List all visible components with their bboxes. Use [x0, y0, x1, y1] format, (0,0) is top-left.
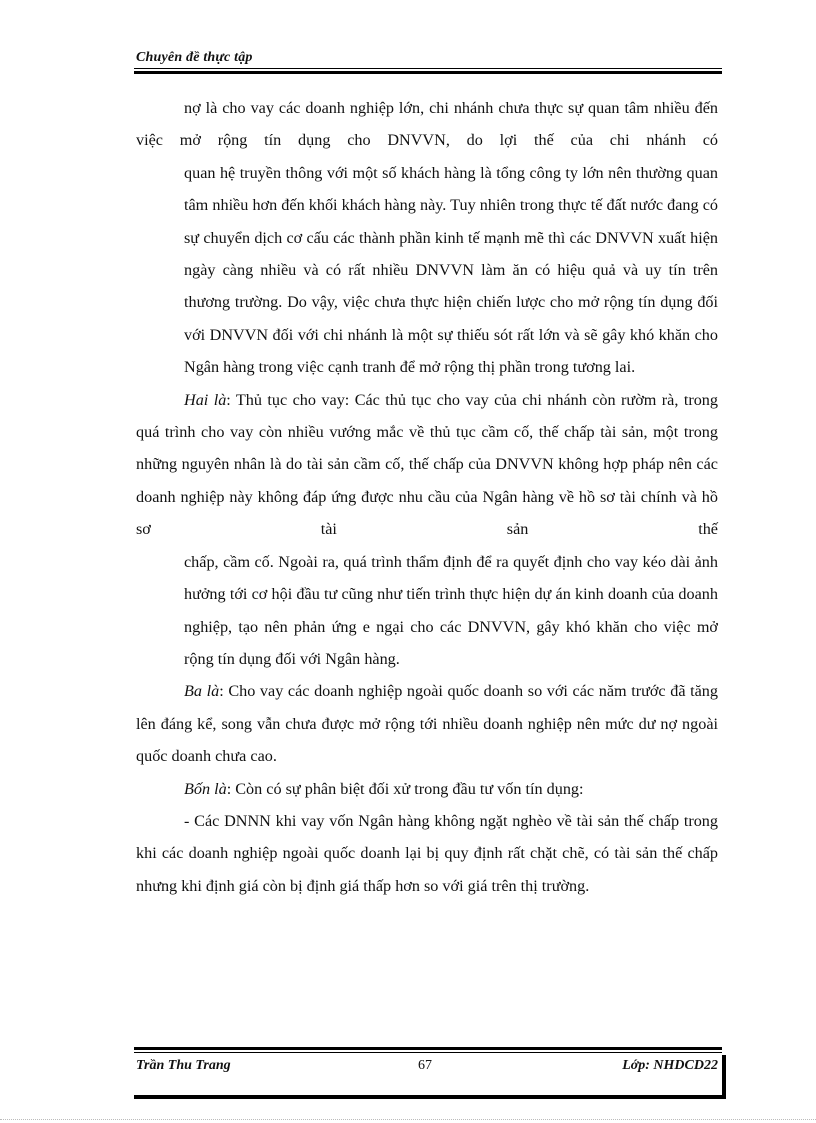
body-text	[136, 92, 718, 902]
page-shadow-bottom	[134, 1095, 726, 1099]
page-bottom-dotted-line	[0, 1119, 816, 1120]
paragraph-4	[136, 773, 718, 805]
paragraph-3	[136, 675, 718, 772]
paragraph-2b: chấp, cầm cố. Ngoài ra, quá trình thẩm định để ra quyết định cho vay kéo dài ảnh hưởng tới cơ hội đầu tư cũng như tiến trình thực hiện dự án kinh doanh của doanh nghiệp, tạo nên phản ứng e ngại cho các DNVVN, gây khó khăn cho việc mở rộng tín dụng đối với Ngân hàng.	[184, 552, 718, 668]
page-number: 67	[418, 1058, 432, 1073]
paragraph-2-label: Hai là	[184, 390, 227, 409]
page-shadow-right	[722, 1055, 726, 1099]
paragraph-3-label: Ba là	[184, 682, 220, 701]
paragraph-4-label: Bốn là	[184, 779, 227, 798]
footer-rule-thin	[134, 1052, 722, 1053]
paragraph-2a-text: : Thủ tục cho vay: Các thủ tục cho vay của chi nhánh còn rườm rà, trong quá trình cho vay còn nhiều vướng mắc về thủ tục cầm cố, thế chấp tài sản, một trong những nguyên nhân là do tài sản cầm cố, thế chấp của DNVVN không hợp pháp nên các doanh nghiệp này không đáp ứng được nhu cầu của Ngân hàng về hồ sơ tài chính và hồ sơ tài sản thế	[136, 390, 718, 539]
paragraph-4-text: : Còn có sự phân biệt đối xử trong đầu tư vốn tín dụng:	[226, 779, 584, 798]
header-rule-thick	[134, 71, 722, 74]
paragraph-1a: nợ là cho vay các doanh nghiệp lớn, chi nhánh chưa thực sự quan tâm nhiều đến việc mở rộng tín dụng cho DNVVN, do lợi thế của chi nhánh có	[136, 99, 718, 150]
paragraph-3-text: : Cho vay các doanh nghiệp ngoài quốc doanh so với các năm trước đã tăng lên đáng kể, song vẫn chưa được mở rộng tới nhiều doanh nghiệp nên mức dư nợ ngoài quốc doanh chưa cao.	[136, 682, 718, 766]
paragraph-5: - Các DNNN khi vay vốn Ngân hàng không ngặt nghèo về tài sản thế chấp trong khi các doanh nghiệp ngoài quốc doanh lại bị quy định rất chặt chẽ, có tài sản thế chấp nhưng khi định giá còn bị định giá thấp hơn so với giá trên thị trường.	[136, 811, 718, 895]
footer-rule-thick	[134, 1047, 722, 1050]
paragraph-2a	[136, 384, 718, 546]
footer	[136, 1058, 718, 1078]
paragraph-1b: quan hệ truyền thông với một số khách hàng là tổng công ty lớn nên thường quan tâm nhiều hơn đến khối khách hàng này. Tuy nhiên trong thực tế đất nước đang có sự chuyển dịch cơ cấu các thành phần kinh tế mạnh mẽ thì các DNVVN xuất hiện ngày càng nhiều và có rất nhiều DNVVN làm ăn có hiệu quả và uy tín trên thương trường. Do vậy, việc chưa thực hiện chiến lược cho mở rộng tín dụng đối với DNVVN đối với chi nhánh là một sự thiếu sót rất lớn và sẽ gây khó khăn cho Ngân hàng trong việc cạnh tranh để mở rộng thị phần trong tương lai.	[184, 163, 718, 377]
footer-author: Trần Thu Trang	[136, 1058, 231, 1073]
footer-class: Lớp: NHDCD22	[622, 1058, 718, 1073]
header-rule-thin	[134, 68, 722, 69]
header-title: Chuyên đề thực tập	[136, 50, 253, 65]
